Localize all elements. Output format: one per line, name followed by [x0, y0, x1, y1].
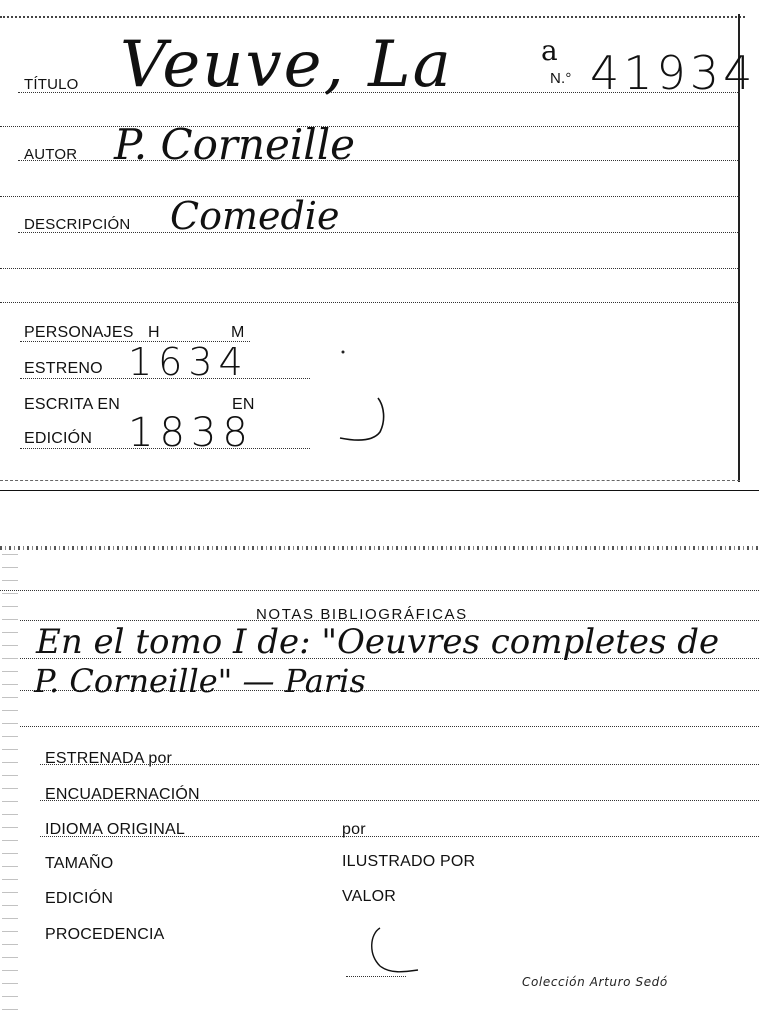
descripcion-value: Comedie	[170, 194, 340, 238]
card-bottom-edge	[0, 480, 740, 481]
notas-line-2: P. Corneille" — Paris	[34, 662, 366, 700]
personajes-label: PERSONAJES	[24, 324, 134, 341]
notas-line-1: En el tomo I de: "Oeuvres completes de	[36, 622, 720, 662]
rule-notas-4	[20, 726, 759, 727]
estreno-value: 1634	[128, 340, 249, 384]
pencil-mark	[330, 340, 400, 450]
idioma-label: IDIOMA ORIGINAL	[45, 821, 185, 838]
escrita-en-en-label: EN	[232, 396, 255, 413]
card-back-left-edge	[2, 546, 18, 1016]
edicion-label-back: EDICIÓN	[45, 890, 114, 907]
autor-value: P. Corneille	[114, 120, 356, 169]
estrenada-label: ESTRENADA por	[45, 750, 173, 767]
edicion-label-front: EDICIÓN	[24, 430, 93, 447]
rule-blank-4	[0, 302, 740, 303]
rule-blank-2	[0, 196, 740, 197]
valor-label: VALOR	[342, 888, 397, 905]
rule-back-1	[0, 590, 759, 591]
numero-value: 41934	[590, 46, 757, 100]
card-divider	[0, 490, 759, 491]
idioma-por-label: por	[342, 821, 366, 838]
card-back-top-edge	[0, 546, 759, 550]
titulo-label: TÍTULO	[24, 76, 79, 93]
descripcion-label: DESCRIPCIÓN	[24, 216, 131, 233]
procedencia-label: PROCEDENCIA	[45, 926, 165, 943]
collection-stamp: Colección Arturo Sedó	[522, 975, 668, 989]
titulo-value: Veuve, La	[120, 28, 453, 102]
ilustrado-label: ILUSTRADO POR	[342, 853, 476, 870]
tamano-label: TAMAÑO	[45, 855, 114, 872]
rule-blank-3	[0, 268, 740, 269]
estreno-label: ESTRENO	[24, 360, 103, 377]
edicion-value: 1838	[128, 410, 254, 456]
numero-superscript: a	[541, 34, 558, 67]
encuadernacion-label: ENCUADERNACIÓN	[45, 786, 200, 803]
notas-heading: NOTAS BIBLIOGRÁFICAS	[256, 606, 468, 623]
personajes-h-label: H	[148, 324, 160, 341]
pencil-mark-2	[364, 920, 434, 980]
numero-label: N.°	[550, 70, 572, 87]
escrita-en-label: ESCRITA EN	[24, 396, 120, 413]
rule-blank-1	[0, 126, 740, 127]
autor-label: AUTOR	[24, 146, 78, 163]
personajes-m-label: M	[231, 324, 245, 341]
rule-bottom-short	[346, 976, 406, 977]
card-top-edge	[0, 16, 745, 18]
